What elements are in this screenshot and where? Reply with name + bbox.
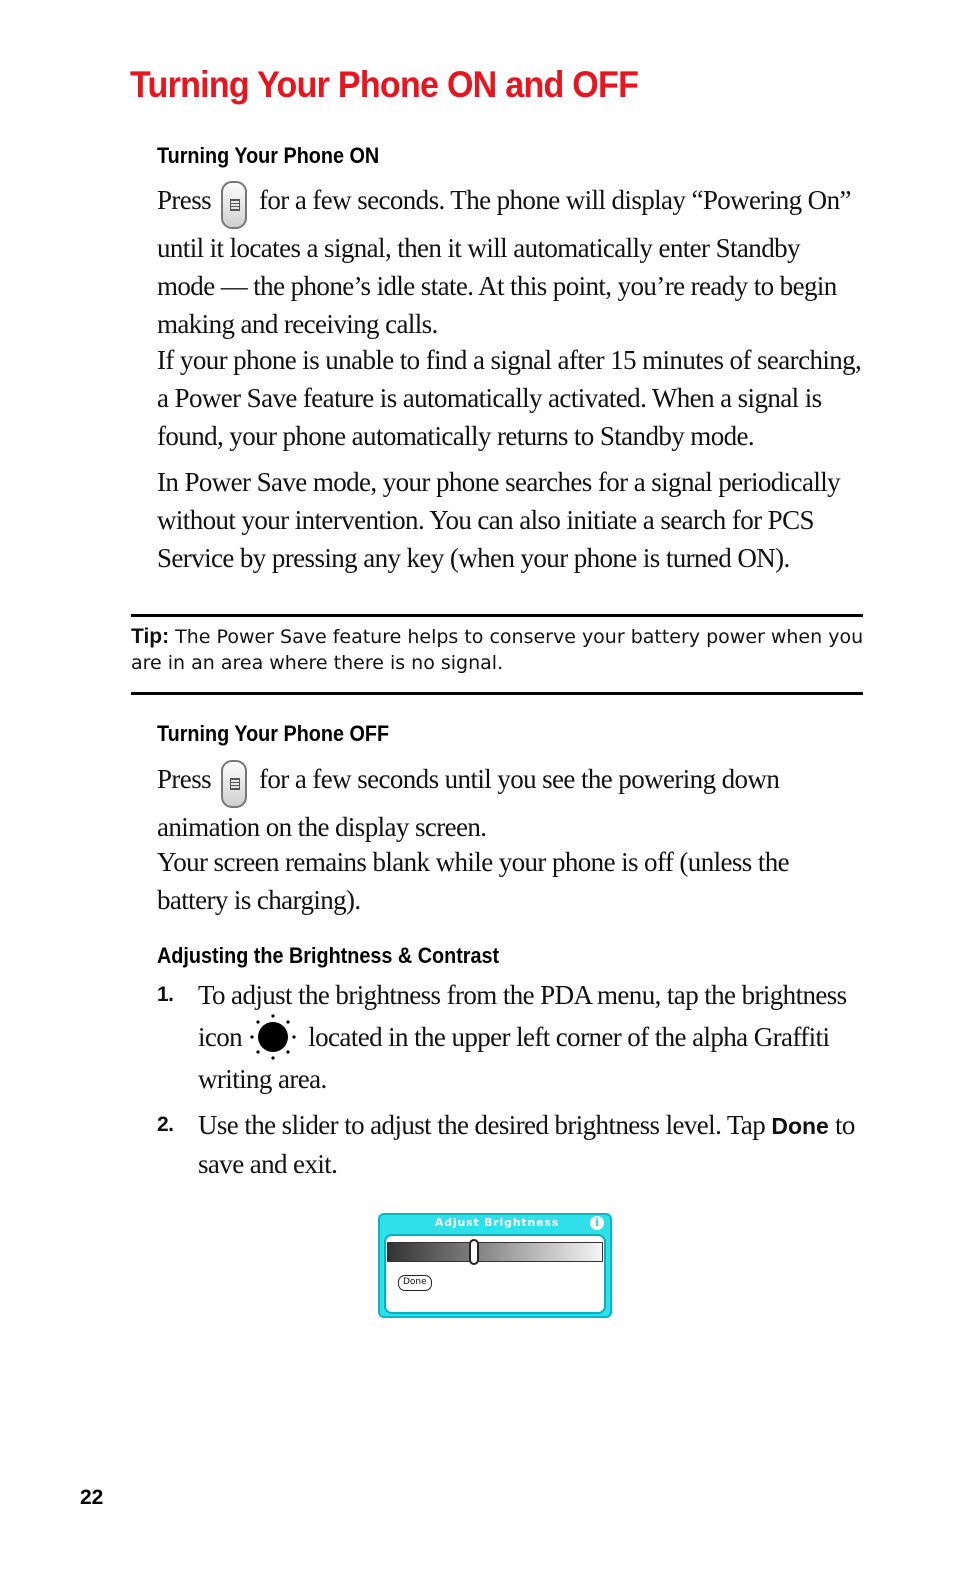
paragraph-power-save: If your phone is unable to find a signal after 15 minutes of searching, a Power Save feature is automatically activated. When a signal is found, your phone automatically returns to Standby mode. — [157, 345, 862, 451]
end-power-key-icon — [221, 181, 247, 229]
end-power-key-icon — [221, 760, 247, 808]
press-word: Press — [157, 764, 212, 794]
tip-top-rule — [131, 614, 863, 617]
dialog-title: Adjust Brightness — [434, 1216, 560, 1229]
step-1-text-before: To adjust the brightness from the PDA menu, tap the brightness icon — [198, 980, 847, 1052]
adjust-brightness-dialog — [378, 1213, 612, 1318]
step-1-text-after: located in the upper left corner of the alpha Graffiti writing area. — [198, 1022, 830, 1094]
press-word: Press — [157, 185, 212, 215]
brightness-steps — [157, 976, 867, 1191]
brightness-sun-icon — [250, 1014, 296, 1060]
press-on-rest: for a few seconds. The phone will display “Powering On” until it locates a signal, then it will automatically enter Standby mode — the phone’s idle state. At this point, you’re ready to begin making and receiving calls. — [157, 185, 851, 339]
tip-label: Tip: — [131, 625, 170, 648]
heading-turning-on: Turning Your Phone ON — [157, 143, 380, 168]
step-1 — [157, 976, 867, 1098]
paragraph-screen-blank: Your screen remains blank while your phone is off (unless the battery is charging). — [157, 847, 790, 915]
step-2-text-before: Use the slider to adjust the desired brightness level. Tap — [198, 1110, 766, 1140]
step-2-text-after: to save and exit. — [198, 1110, 855, 1179]
heading-brightness: Adjusting the Brightness & Contrast — [157, 943, 500, 968]
paragraph-press-on — [157, 181, 862, 343]
paragraph-power-save-mode: In Power Save mode, your phone searches for a signal periodically without your intervention. You can also initiate a search for PCS Service by pressing any key (when your phone is turned ON). — [157, 467, 841, 573]
done-inline-label: Done — [771, 1113, 829, 1139]
step-number: 1. — [157, 983, 174, 1006]
step-number: 2. — [157, 1113, 174, 1136]
slider-thumb[interactable] — [469, 1239, 479, 1265]
step-2 — [157, 1106, 867, 1183]
paragraph-press-off — [157, 760, 862, 846]
brightness-slider[interactable] — [387, 1242, 603, 1262]
heading-turning-off: Turning Your Phone OFF — [157, 721, 390, 746]
press-off-rest: for a few seconds until you see the powering down animation on the display screen. — [157, 764, 780, 842]
tip-box — [131, 624, 866, 676]
tip-bottom-rule — [131, 692, 863, 695]
page-number: 22 — [80, 1486, 104, 1509]
done-button[interactable]: Done — [398, 1275, 432, 1291]
info-icon[interactable]: i — [590, 1216, 604, 1230]
page-title: Turning Your Phone ON and OFF — [130, 64, 639, 105]
tip-text: The Power Save feature helps to conserve your battery power when you are in an area where there is no signal. — [131, 626, 864, 674]
